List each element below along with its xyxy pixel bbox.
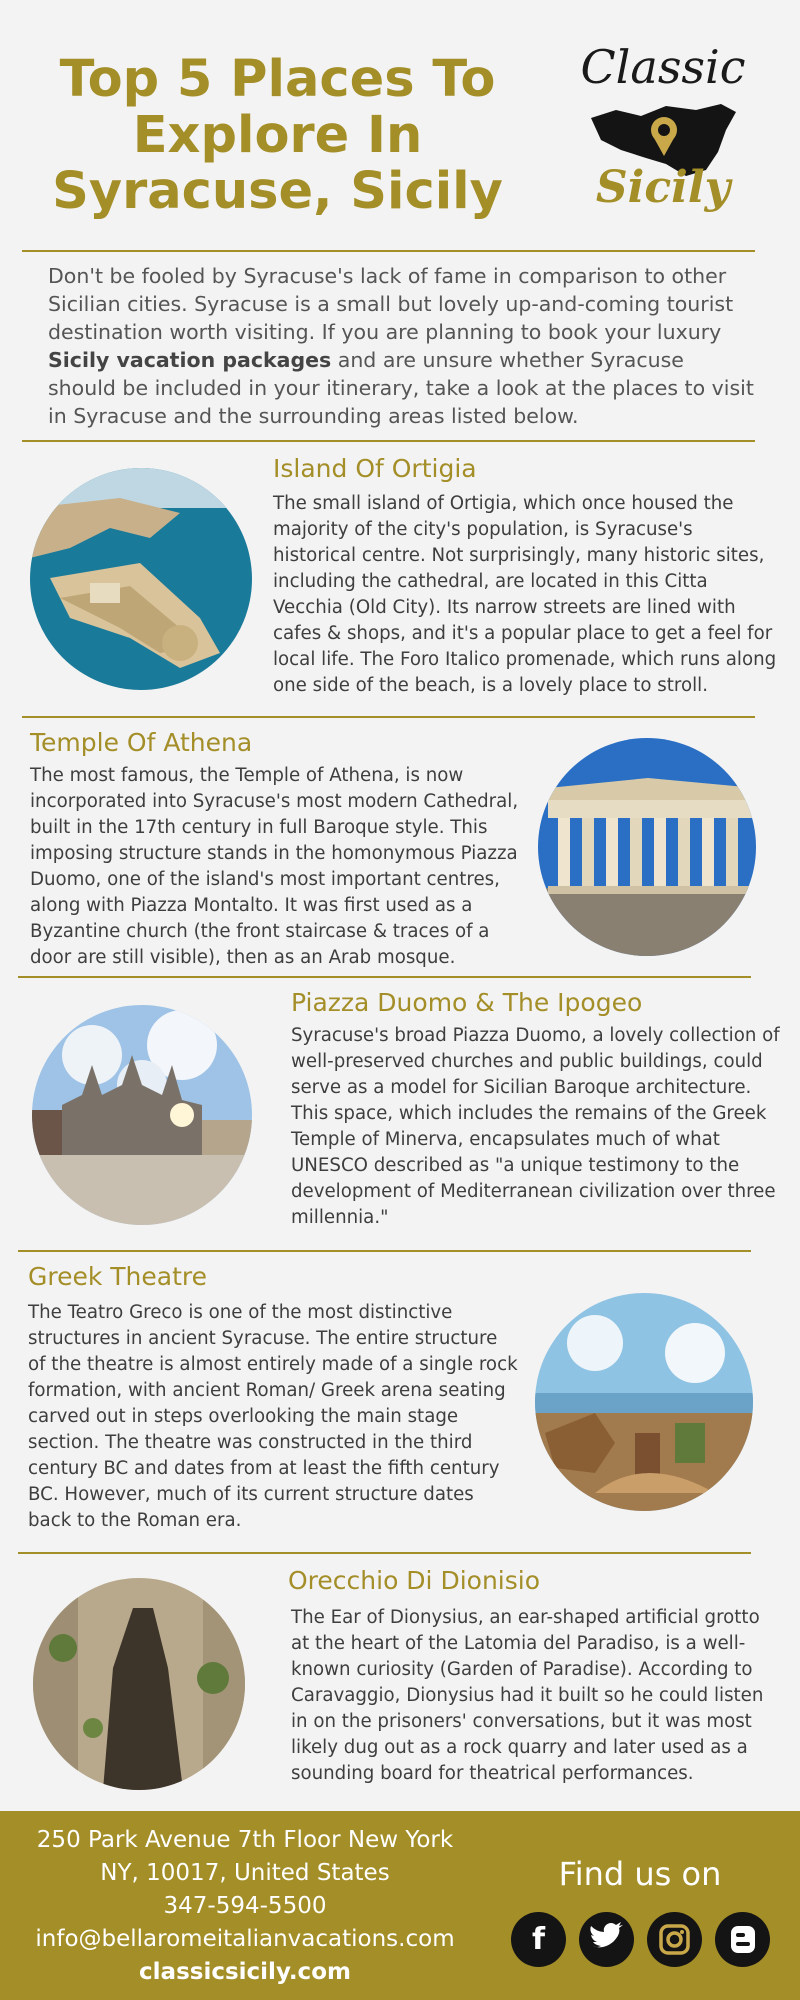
email-link[interactable]: info@bellaromeitalianvacations.com xyxy=(35,1926,455,1952)
divider xyxy=(22,716,755,718)
section-text-ortigia: The small island of Ortigia, which once housed the majority of the city's population, is Syracuse's historical centre. Not surprisingly, many historic sites, including the cathedral, are located in this Citta Vecchia (Old City). Its narrow streets are lined with cafes & shops, and it's a popular place to get a feel for local life. The Foro Italico promenade, which runs along one side of the beach, is a lovely place to stroll. xyxy=(273,493,777,696)
intro-paragraph xyxy=(48,262,758,430)
website-link[interactable]: classicsicily.com xyxy=(139,1959,351,1985)
logo-text-bottom: Sicily xyxy=(595,162,731,213)
phone-number[interactable]: 347-594-5500 xyxy=(163,1893,327,1919)
divider xyxy=(18,976,751,978)
divider xyxy=(18,1250,751,1252)
ear-of-dionysius-photo xyxy=(33,1578,245,1790)
blogger-icon[interactable] xyxy=(715,1912,770,1967)
logo-text-top: Classic xyxy=(580,40,746,94)
twitter-icon[interactable] xyxy=(579,1912,634,1967)
section-text-orecchio: The Ear of Dionysius, an ear-shaped artificial grotto at the heart of the Latomia del Paradiso, is a well-known curiosity (Garden of Paradise). According to Caravaggio, Dionysius had it built so he could listen in on the prisoners' conversations, but it was most likely dug out as a rock quarry and later used as a sounding board for theatrical performances. xyxy=(291,1607,764,1784)
piazza-duomo-photo xyxy=(32,1005,252,1225)
classic-sicily-logo[interactable] xyxy=(578,40,748,225)
section-text-athena: The most famous, the Temple of Athena, is now incorporated into Syracuse's most modern Cathedral, built in the 17th century in full Baroque style. This imposing structure stands in the homonymous Piazza Duomo, one of the island's most important centres, along with Piazza Montalto. It was first used as a Byzantine church (the front staircase & traces of a door are still visible), then as an Arab mosque. xyxy=(30,765,519,968)
section-title-piazza-duomo: Piazza Duomo & The Ipogeo xyxy=(291,988,643,1017)
instagram-icon[interactable] xyxy=(647,1912,702,1967)
title-line-1: Top 5 Places To xyxy=(59,50,496,109)
section-title-athena: Temple Of Athena xyxy=(30,728,253,757)
greek-theatre-photo xyxy=(535,1293,753,1511)
title-line-2: Explore In xyxy=(132,106,423,165)
address-line-1: 250 Park Avenue 7th Floor New York xyxy=(36,1827,454,1853)
section-title-greek-theatre: Greek Theatre xyxy=(28,1262,208,1291)
divider xyxy=(18,1552,751,1554)
intro-text-end: and are unsure whether Syracuse should be included in your itinerary, take a look at the places to visit in Syracuse and the surrounding areas listed below. xyxy=(48,348,754,428)
divider xyxy=(22,250,755,252)
address-line-2: NY, 10017, United States xyxy=(100,1860,390,1886)
vacation-packages-link[interactable]: Sicily vacation packages xyxy=(48,348,332,372)
section-text-piazza-duomo: Syracuse's broad Piazza Duomo, a lovely collection of well-preserved churches and public buildings, could serve as a model for Sicilian Baroque architecture. This space, which includes the remains of the Greek Temple of Minerva, encapsulates much of what UNESCO described as "a unique testimony to the development of Mediterranean civilization over three millennia." xyxy=(291,1025,780,1228)
ortigia-photo xyxy=(30,468,252,690)
find-us-label: Find us on xyxy=(558,1855,722,1893)
blogger-b-icon xyxy=(715,1912,770,1967)
section-title-ortigia: Island Of Ortigia xyxy=(273,454,477,483)
temple-of-athena-photo xyxy=(538,738,756,956)
divider xyxy=(22,440,755,442)
instagram-camera-icon xyxy=(647,1912,702,1967)
section-text-greek-theatre: The Teatro Greco is one of the most distinctive structures in ancient Syracuse. The entire structure of the theatre is almost entirely made of a single rock formation, with ancient Roman/ Greek arena seating carved out in steps overlooking the main stage section. The theatre was constructed in the third century BC and dates from at least the fifth century BC. However, much of its current structure dates back to the Roman era. xyxy=(28,1302,518,1531)
section-title-orecchio: Orecchio Di Dionisio xyxy=(288,1566,541,1595)
twitter-bird-icon xyxy=(579,1912,634,1967)
title-line-3: Syracuse, Sicily xyxy=(52,162,503,221)
intro-text-start: Don't be fooled by Syracuse's lack of fame in comparison to other Sicilian cities. Syracuse is a small but lovely up-and-coming tourist destination worth visiting. If you are planning to book your luxury xyxy=(48,264,734,344)
page-title xyxy=(40,52,515,220)
facebook-icon[interactable]: f xyxy=(511,1912,566,1967)
